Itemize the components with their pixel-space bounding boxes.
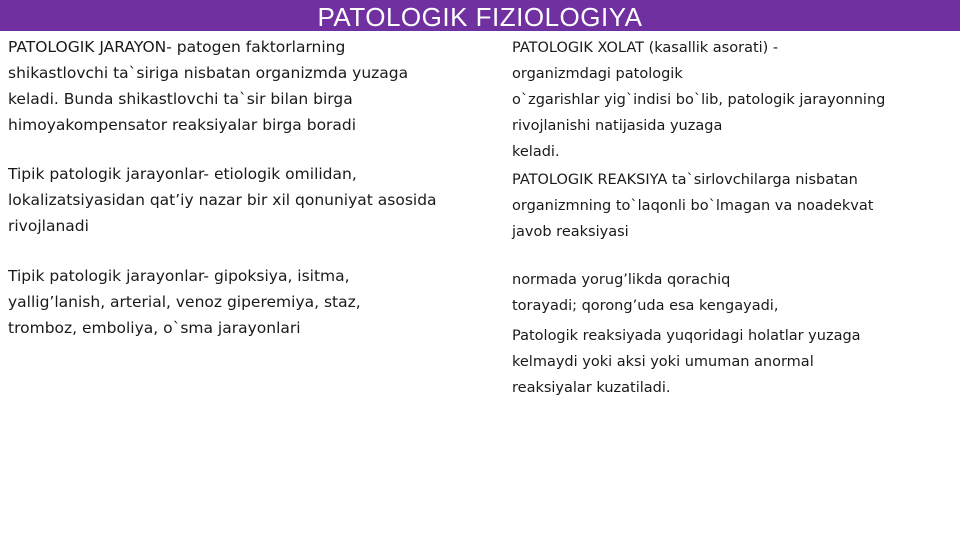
text-line: Patologik reaksiyada yuqoridagi holatlar yuzaga bbox=[512, 328, 861, 344]
left-paragraph-typical-processes-definition bbox=[8, 161, 437, 239]
text-line: PATOLOGIK REAKSIYA ta`sirlovchilarga nisbatan bbox=[512, 172, 858, 188]
right-paragraph-pupil-example bbox=[512, 267, 778, 319]
text-line: torayadi; qorong’uda esa kengayadi, bbox=[512, 298, 779, 314]
title-bar bbox=[0, 0, 960, 31]
text-line: kelmaydi yoki aksi yoki umuman anormal bbox=[512, 354, 814, 370]
left-paragraph-typical-processes-list bbox=[8, 263, 361, 341]
right-paragraph-pathological-reaction bbox=[512, 167, 873, 245]
text-line: himoyakompensator reaksiyalar birga boradi bbox=[8, 116, 357, 134]
text-line: organizmdagi patologik bbox=[512, 66, 683, 82]
text-line: keladi. bbox=[512, 144, 560, 160]
text-line: PATOLOGIK XOLAT (kasallik asorati) - bbox=[512, 40, 779, 56]
text-line: o`zgarishlar yig`indisi bo`lib, patologik jarayonning bbox=[512, 92, 886, 108]
right-paragraph-abnormal-reaction bbox=[512, 323, 861, 401]
left-paragraph-pathological-process bbox=[8, 34, 408, 138]
text-line: yallig’lanish, arterial, venoz giperemiya, staz, bbox=[8, 293, 361, 311]
slide-title: PATOLOGIK FIZIOLOGIYA bbox=[317, 2, 643, 31]
text-line: keladi. Bunda shikastlovchi ta`sir bilan birga bbox=[8, 90, 353, 108]
text-line: PATOLOGIK JARAYON- patogen faktorlarning bbox=[8, 38, 346, 56]
text-line: normada yorug’likda qorachiq bbox=[512, 272, 731, 288]
text-line: Tipik patologik jarayonlar- etiologik omilidan, bbox=[8, 165, 357, 183]
text-line: reaksiyalar kuzatiladi. bbox=[512, 380, 671, 396]
text-line: tromboz, emboliya, o`sma jarayonlari bbox=[8, 319, 301, 337]
text-line: organizmning to`laqonli bo`lmagan va noadekvat bbox=[512, 198, 874, 214]
text-line: rivojlanadi bbox=[8, 217, 89, 235]
text-line: javob reaksiyasi bbox=[512, 224, 629, 240]
right-paragraph-pathological-state bbox=[512, 35, 885, 165]
text-line: Tipik patologik jarayonlar- gipoksiya, isitma, bbox=[8, 267, 350, 285]
text-line: shikastlovchi ta`siriga nisbatan organizmda yuzaga bbox=[8, 64, 409, 82]
text-line: rivojlanishi natijasida yuzaga bbox=[512, 118, 723, 134]
text-line: lokalizatsiyasidan qat’iy nazar bir xil qonuniyat asosida bbox=[8, 191, 437, 209]
